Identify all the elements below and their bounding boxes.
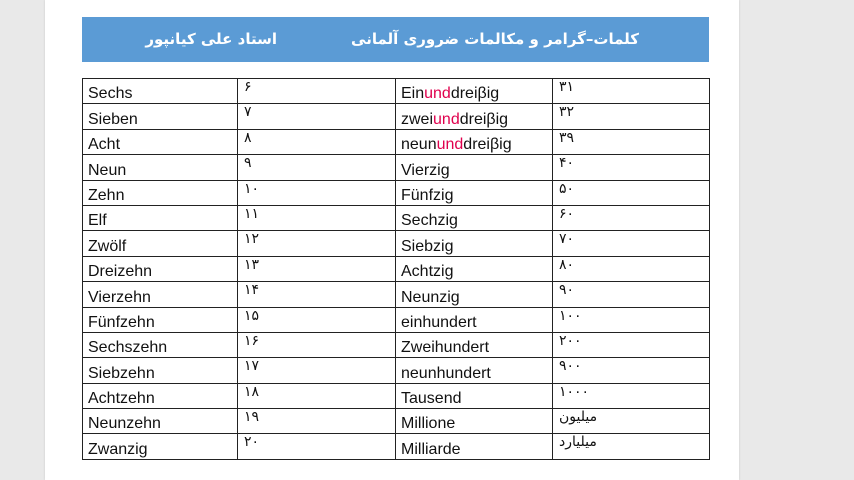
german-word-cell [396, 79, 553, 104]
word-part: Milliarde [401, 440, 461, 458]
table-row [83, 383, 710, 408]
table-row [83, 282, 710, 307]
word-part: Sechzig [401, 212, 458, 230]
german-word-cell: Sieben [83, 104, 238, 129]
table-row [83, 256, 710, 281]
german-word-cell: Vierzehn [83, 282, 238, 307]
table-row [83, 409, 710, 434]
persian-number-cell: ۱۷ [238, 358, 396, 383]
german-word-cell: Dreizehn [83, 256, 238, 281]
word-part: Neunzig [401, 288, 460, 306]
persian-number-cell: ۱۰ [238, 180, 396, 205]
word-part: zwei [401, 110, 434, 128]
persian-number-cell: ۱۵ [238, 307, 396, 332]
table-row [83, 180, 710, 205]
table-row [83, 205, 710, 230]
persian-number-cell: ۲۰۰ [553, 332, 710, 357]
persian-number-cell: ۶ [238, 79, 396, 104]
german-word-cell [396, 256, 553, 281]
german-word-cell [396, 155, 553, 180]
german-word-cell: Zwanzig [83, 434, 238, 459]
persian-number-cell: ۱۲ [238, 231, 396, 256]
persian-number-cell: ۷۰ [553, 231, 710, 256]
highlighted-und: und [433, 110, 460, 128]
german-word-cell: Sechszehn [83, 332, 238, 357]
table-row [83, 332, 710, 357]
persian-number-cell: ۳۲ [553, 104, 710, 129]
german-word-cell [396, 205, 553, 230]
german-word-cell [396, 409, 553, 434]
word-part: Fünfzig [401, 186, 454, 204]
german-word-cell [396, 434, 553, 459]
persian-number-cell: میلیون [553, 409, 710, 434]
german-word-cell [396, 104, 553, 129]
german-word-cell: Neun [83, 155, 238, 180]
document-page [45, 0, 739, 480]
word-part: neun [401, 136, 437, 154]
german-word-cell [396, 383, 553, 408]
table-row [83, 79, 710, 104]
persian-number-cell: ۷ [238, 104, 396, 129]
persian-number-cell: ۱۰۰ [553, 307, 710, 332]
persian-number-cell: ۸ [238, 129, 396, 154]
header-teacher: استاد علی کیانپور [145, 30, 277, 48]
persian-number-cell: ۱۸ [238, 383, 396, 408]
header-title: کلمات–گرامر و مکالمات ضروری آلمانی [351, 30, 639, 48]
word-part: Tausend [401, 390, 462, 408]
persian-number-cell: ۳۹ [553, 129, 710, 154]
word-part: einhundert [401, 313, 477, 331]
word-part: Siebzig [401, 237, 454, 255]
persian-number-cell: ۸۰ [553, 256, 710, 281]
persian-number-cell: ۱۱ [238, 205, 396, 230]
persian-number-cell: ۱۴ [238, 282, 396, 307]
german-word-cell: Acht [83, 129, 238, 154]
table-row [83, 155, 710, 180]
persian-number-cell: ۲۰ [238, 434, 396, 459]
word-part: dreiβig [459, 110, 509, 128]
word-part: Zweihundert [401, 339, 490, 357]
word-part: neunhundert [401, 364, 491, 382]
german-word-cell: Fünfzehn [83, 307, 238, 332]
word-part: Achtzig [401, 263, 454, 281]
word-part: dreiβig [450, 85, 500, 103]
table-row [83, 434, 710, 459]
table-row [83, 104, 710, 129]
word-part: Ein [401, 85, 425, 103]
german-word-cell [396, 358, 553, 383]
german-word-cell [396, 180, 553, 205]
persian-number-cell: ۹۰ [553, 282, 710, 307]
german-word-cell: Sechs [83, 79, 238, 104]
german-word-cell: Neunzehn [83, 409, 238, 434]
highlighted-und: und [436, 136, 464, 154]
persian-number-cell: ۱۳ [238, 256, 396, 281]
german-word-cell [396, 307, 553, 332]
table-row [83, 129, 710, 154]
persian-number-cell: ۱۰۰۰ [553, 383, 710, 408]
german-word-cell: Zwölf [83, 231, 238, 256]
german-word-cell: Elf [83, 205, 238, 230]
german-word-cell [396, 282, 553, 307]
table-row [83, 307, 710, 332]
persian-number-cell: ۵۰ [553, 180, 710, 205]
persian-number-cell: ۹۰۰ [553, 358, 710, 383]
persian-number-cell: ۱۶ [238, 332, 396, 357]
table-row [83, 231, 710, 256]
persian-number-cell: ۱۹ [238, 409, 396, 434]
persian-number-cell: میلیارد [553, 434, 710, 459]
persian-number-cell: ۳۱ [553, 79, 710, 104]
german-word-cell [396, 129, 553, 154]
german-word-cell [396, 231, 553, 256]
german-word-cell: Achtzehn [83, 383, 238, 408]
word-part: Vierzig [401, 161, 450, 179]
table-row [83, 358, 710, 383]
german-word-cell: Siebzehn [83, 358, 238, 383]
german-word-cell: Zehn [83, 180, 238, 205]
header-banner [82, 17, 709, 62]
persian-number-cell: ۹ [238, 155, 396, 180]
german-word-cell [396, 332, 553, 357]
persian-number-cell: ۶۰ [553, 205, 710, 230]
highlighted-und: und [424, 85, 451, 103]
word-part: Millione [401, 415, 456, 433]
persian-number-cell: ۴۰ [553, 155, 710, 180]
word-part: dreiβig [463, 136, 512, 154]
numbers-table [82, 78, 710, 460]
numbers-table-body [83, 79, 710, 460]
